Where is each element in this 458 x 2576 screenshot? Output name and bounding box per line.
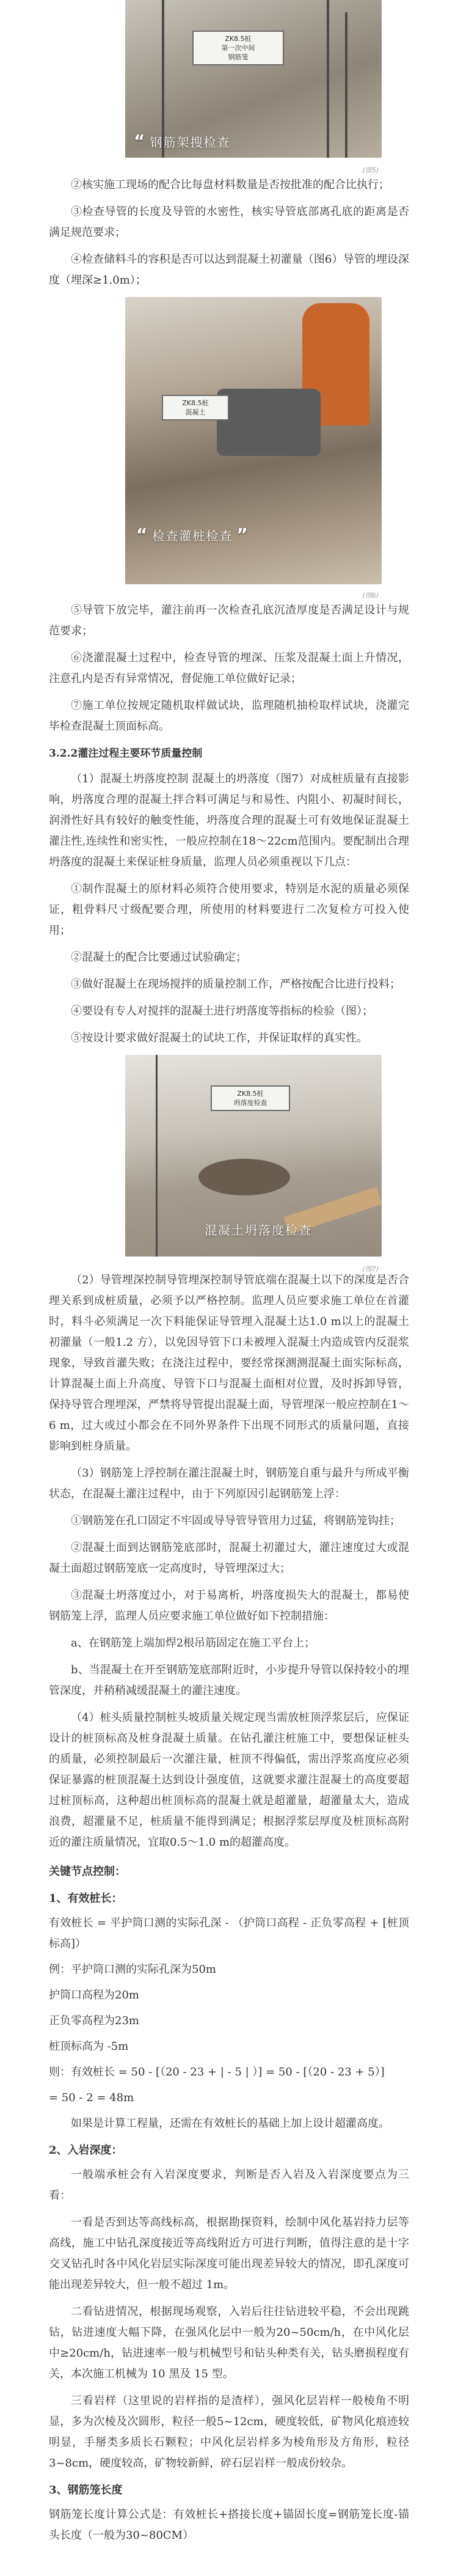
photo-caption [136,524,253,546]
photo-note: (图7) [362,1265,379,1273]
paragraph: 一般端承桩会有入岩深度要求，判断是否入岩及入岩深度要点为三看： [49,2168,409,2202]
paragraph: ⑥浇灌混凝土过程中，检查导管的埋深、压浆及混凝土面上升情况，注意孔内是否有异常情况，督促施工单位做好记录； [49,651,409,685]
paragraph: 三看岩样（这里说的岩样指的是渣样），强风化层岩样一般棱角不明显，多为次棱及次圆形，粒径一般5~12cm，硬度较低，矿物风化痕迹较明显，手掰类多质长石颗粒；中风化层岩样多为棱角形及方角形，粒径3~8cm，硬度较高，矿物较新鲜，碎石层岩样一般成份较杂。 [49,2394,409,2470]
paragraph: ①制作混凝土的原材料必须符合使用要求，特别是水泥的质量必须保证，粗骨料尺寸级配要合理，所使用的材料要进行二次复检方可投入使用； [49,883,409,937]
formula-line: 钢筋笼长度计算公式是：有效桩长+搭接长度+锚固长度=钢筋笼长度-锚头长度（一般为30~80CM） [49,2508,409,2542]
paragraph: 如果是计算工程量，还需在有效桩长的基础上加上设计超灌高度。 [71,2117,390,2130]
key-nodes-heading: 关键节点控制： [49,1865,126,1878]
site-sign [162,395,229,420]
site-sign-line: 第一次中间 [221,44,255,52]
photo-slump-check [125,1055,382,1257]
rebar-bar [327,0,329,158]
photo-caption-text: 混凝土坍落度检查 [205,1223,312,1238]
paragraph: 一看是否到达等高线标高，根据勘探资料，绘制中风化基岩持力层等高线，施工中钻孔深度接近等高线附近方可进行判断，值得注意的是十字交叉钻孔时各中风化岩层实际深度可能出现差异较大的情况，即孔深度可能出现差异较大，但一般不超过 1m。 [49,2216,409,2291]
photo-caption-text: 钢筋架搜检查 [150,135,231,150]
paragraph: ②混凝土面到达钢筋笼底部时，混凝土初灌过大，灌注速度过大或混凝土面超过钢筋笼底一定高度时，导管埋深过大； [49,1541,409,1575]
site-sign [192,31,284,65]
quote-mark-icon: “ [134,131,147,151]
paragraph: b、当混凝土在开至钢筋笼底部附近时，小步提升导管以保持较小的埋管深度，并稍稍减缓混凝土的灌注速度。 [49,1664,409,1697]
paragraph: ②核实施工现场的配合比每盘材料数量是否按批准的配合比执行； [71,178,390,191]
paragraph: ⑤导管下放完毕，灌注前再一次检查孔底沉渣厚度是否满足设计与规范要求； [49,604,409,637]
example-line: 例：平护筒口测的实际孔深为50m [49,1963,216,1976]
paragraph: ④要设有专人对搅拌的混凝土进行坍落度等指标的检验（图）； [71,1005,373,1018]
photo-caption [205,1220,312,1241]
example-line: 护筒口高程为20m [49,1989,139,2002]
photo-concrete-pour-check [125,297,382,584]
subheading-cage-length: 3、钢筋笼长度 [49,2484,123,2497]
subheading-effective-pile-length: 1、有效桩长： [49,1892,123,1905]
paragraph: ⑤按设计要求做好混凝土的试块工作，并保证取样的真实性。 [71,1032,368,1044]
calc-line: 则：有效桩长 = 50 - [（20 - 23 + | - 5 | ）] = 50 - [（20 - 23 + 5）] [49,2066,385,2079]
paragraph: ④检查储料斗的容积是否可以达到混凝土初灌量（图6）导管的埋设深度（埋深≥1.0m）； [49,253,409,287]
paragraph: ③检查导管的长度及导管的水密性，核实导管底部离孔底的距离是否满足规范要求； [49,205,409,239]
measuring-rod [156,1055,158,1257]
paragraph: （1）混凝土坍落度控制 混凝土的坍落度（图7）对成桩质量有直接影响，坍落度合理的混凝土拌合料可满足与和易性、内阻小、初凝时间长，润滑性好具有较好的触变性能，坍落度合理的混凝土可有效地保证混凝土灌注性,连续性和密实性，一般应控制在18～22cm范围内。要配制出合理坍落度的混凝土来保证桩身质量，监理人员必须重视以下几点： [49,772,409,868]
site-sign-line: ZK8.5桩 [225,35,252,43]
subheading-rock-socket-depth: 2、入岩深度： [49,2144,123,2157]
paragraph: 二看钻进情况，根据现场观察，入岩后往往钻进较平稳，不会出现跳钻，钻进速度大幅下降，在强风化层中一般为20~50cm/h，在中风化层中≥20cm/h，钻进速率一般与机械型号和钻头种类有关，钻头磨损程度有关，本次施工机械为 10 黑及 15 型。 [49,2305,409,2380]
formula-line: 有效桩长 = 平护筒口测的实际孔深 - （护筒口高程 - 正负零高程 + [桩顶标高]） [49,1917,409,1950]
site-sign-line: 混凝土 [185,408,206,416]
quote-mark-icon: ” [236,524,249,545]
paragraph: a、在钢筋笼上端加焊2根吊筋固定在施工平台上； [71,1637,316,1649]
calc-line: = 50 - 2 = 48m [49,2091,134,2104]
photo-caption [134,131,230,153]
paragraph: ②混凝土的配合比要通过试验确定； [71,951,247,964]
paragraph: （4）桩头质量控制桩头坡质量关规定现当需放桩顶浮浆层后，应保证设计的桩顶标高及桩身混凝土质量。在钻孔灌注桩施工中，要想保证桩头的质量，必须控制最后一次灌注量，桩顶不得偏低，需出浮浆高度应必须保证暴露的桩顶混凝土达到设计强度值，这就要求灌注混凝土的高度要超过桩顶标高，这种超出桩顶标高的混凝土就是超灌量，超灌量太大，造成浪费，超灌量不足，桩质量不能得到满足；根据浮浆层厚度及桩顶标高附近的灌注质量情况，宜取0.5～1.0 m的超灌高度。 [49,1711,409,1849]
paragraph: ①钢筋笼在孔口固定不牢固或导导管导管用力过猛，将钢筋笼钩挂； [71,1514,401,1527]
rebar-bar [345,12,347,158]
site-sign-line: ZK8.5桩 [237,1090,264,1098]
quote-mark-icon: “ [136,524,149,545]
hopper-drum [217,389,321,456]
site-sign-line: 坍落度检查 [233,1099,267,1107]
section-heading: 3.2.2灌注过程主要环节质量控制 [49,747,203,760]
photo-note: (图5) [362,166,379,174]
photo-caption-text: 检查灌桩检查 [152,529,233,543]
photo-rebar-cage-check [125,0,382,158]
paragraph: ③做好混凝土在现场搅拌的质量控制工作，严格按配合比进行投料； [71,978,401,991]
slump-cone-sample [198,1159,290,1195]
photo-slump-check-block [0,1055,458,1273]
paragraph: ③混凝土坍落度过小，对于易离析，坍落度损失大的混凝土，都易使钢筋笼上浮，监理人员应要求施工单位做好如下控制措施： [49,1589,409,1623]
paragraph: ⑦施工单位按规定随机取样做试块，监理随机抽检取样试块，浇灌完毕检查混凝土顶面标高。 [49,699,409,733]
photo-note: (图6) [362,592,379,600]
site-sign-line: ZK8.5桩 [182,399,209,407]
photo-rebar-cage-check-block [0,0,458,175]
paragraph: （3）钢筋笼上浮控制在灌注混凝土时，钢筋笼自重与最升与所成平衡状态，在混凝土灌注过程中，由于下列原因引起钢筋笼上浮： [49,1467,409,1500]
site-sign-line: 钢筋笼 [228,53,249,61]
site-sign [211,1085,290,1111]
example-line: 正负零高程为23m [49,2014,139,2027]
example-line: 桩顶标高为 -5m [49,2040,129,2053]
photo-concrete-pour-check-block [0,297,458,600]
paragraph: （2）导管埋深控制导管埋深控制导管底端在混凝土以下的深度是否合理关系到成桩质量，必须予以严格控制。监理人员应要求施工单位在首灌时，料斗必须满足一次下料能保证导管埋入混凝土达1.0 m以上的混凝土初灌量（一般1.2 方），以免因导管下口未被埋入混凝土内造成管内反混浆现象，导致首灌失败；在浇注过程中，要经常探测测混凝土面实际标高，计算混凝土面上升高度、导管下口与混凝土面相对位置，及时拆卸导管，保持导管合理埋深，严禁将导管提出混凝土面，导管埋深一般应控制在1～6 m，过大或过小都会在不同外界条件下出现不同形式的质量问题，直接影响到桩身质量。 [49,1274,409,1453]
